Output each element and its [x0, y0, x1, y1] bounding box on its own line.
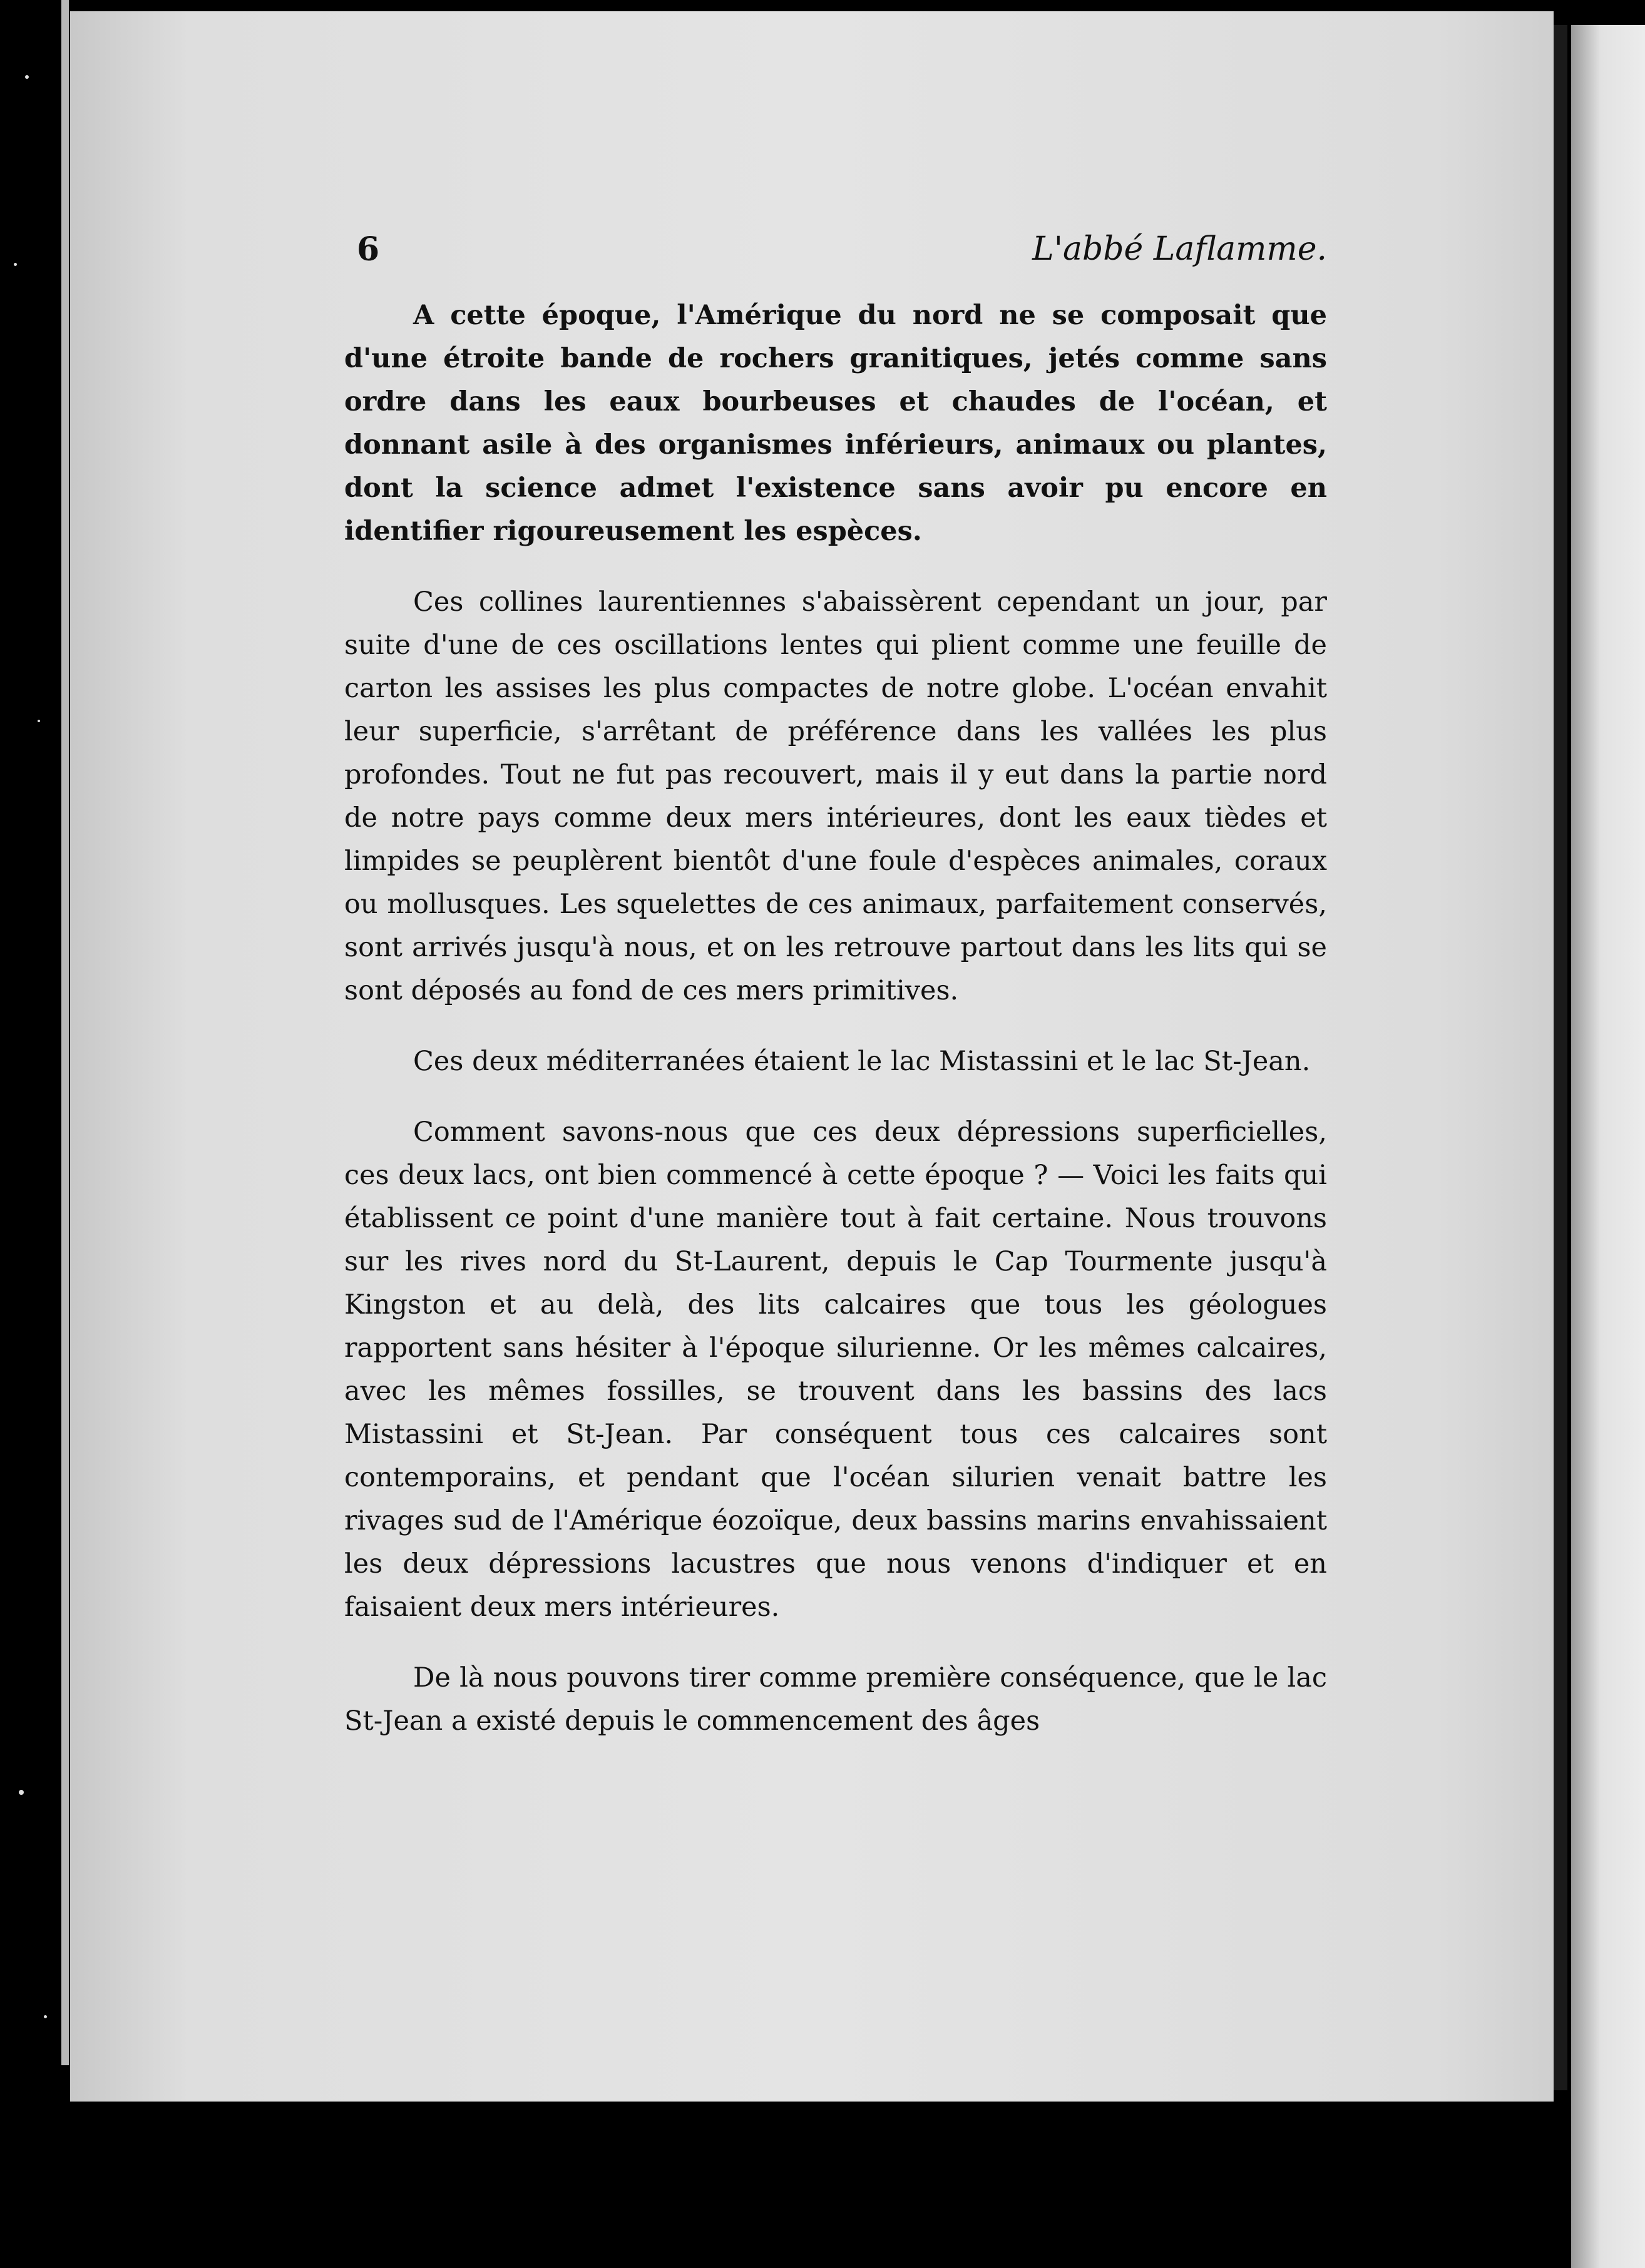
running-head: L'abbé Laflamme.: [1032, 230, 1327, 268]
scan-speck: [19, 1790, 24, 1795]
page-header: [357, 225, 1327, 282]
paragraph-4: Comment savons-nous que ces deux dépressions superficielles, ces deux lacs, ont bien commencé à cette époque ? — Voici les faits qui établissent ce point d'une manière tout à fait certaine. Nous trouvons sur les rives nord du St-Laurent, depuis le Cap Tourmente jusqu'à Kingston et au delà, des lits calcaires que tous les géologues rapportent sans hésiter à l'époque silurienne. Or les mêmes calcaires, avec les mêmes fossilles, se trouvent dans les bassins des lacs Mistassini et St-Jean. Par conséquent tous ces calcaires sont contemporains, et pendant que l'océan silurien venait battre les rivages sud de l'Amérique éozoïque, deux bassins marins envahissaient les deux dépressions lacustres que nous venons d'indiquer et en faisaient deux mers intérieures.: [344, 1116, 1327, 1623]
left-page-edge: [61, 0, 69, 2065]
paragraph-5: De là nous pouvons tirer comme première conséquence, que le lac St-Jean a existé depuis le commencement des âges: [344, 1662, 1327, 1737]
paragraph-2: Ces collines laurentiennes s'abaissèrent cependant un jour, par suite d'une de ces oscillations lentes qui plient comme une feuille de carton les assises les plus compactes de notre globe. L'océan envahit leur superficie, s'arrêtant de préférence dans les vallées les plus profondes. Tout ne fut pas recouvert, mais il y eut dans la partie nord de notre pays comme deux mers intérieures, dont les eaux tièdes et limpides se peuplèrent bientôt d'une foule d'espèces animales, coraux ou mollusques. Les squelettes de ces animaux, parfaitement conservés, sont arrivés jusqu'à nous, et on les retrouve partout dans les lits qui se sont déposés au fond de ces mers primitives.: [344, 586, 1327, 1006]
paragraph-3: Ces deux méditerranées étaient le lac Mistassini et le lac St-Jean.: [413, 1046, 1311, 1077]
scan-speck: [14, 263, 17, 266]
page-body: [344, 294, 1327, 1770]
page-number: 6: [357, 230, 380, 268]
next-page-edge: [1571, 25, 1645, 2268]
scan-speck: [25, 75, 29, 79]
page-gutter-shadow: [1554, 25, 1567, 2090]
paragraph-1: A cette époque, l'Amérique du nord ne se composait que d'une étroite bande de rochers granitiques, jetés comme sans ordre dans les eaux bourbeuses et chaudes de l'océan, et donnant asile à des organismes inférieurs, animaux ou plantes, dont la science admet l'existence sans avoir pu encore en identifier rigoureusement les espèces.: [344, 300, 1327, 547]
scan-speck: [38, 720, 40, 722]
scan-speck: [44, 2015, 47, 2018]
